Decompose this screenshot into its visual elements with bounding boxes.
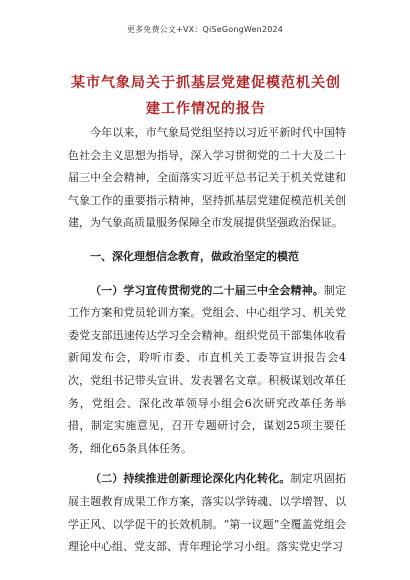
intro-paragraph: 今年以来，市气象局党组坚持以习近平新时代中国特色社会主义思想为指导，深入学习贯彻党的二十大及二十届三中全会精神，全面落实习近平总书记关于机关党建和气象工作的重要指示精神，坚持抓基层党建促模范机关创建，为气象高质量服务保障全市发展提供坚强政治保证。 [68, 126, 346, 230]
item-text-1: 制定工作方案和党员轮训方案。党组会、中心组学习、机关党委党支部迅速传达学习全会精神。组织党员干部集体收看新闻发布会，聆听市委、市直机关工委等宣讲报告会4次，党组书记带头宣讲、发表署名文章。积极谋划改革任务，党组会、深化改革领导小组会6次研究改革任务举措，制定实施意见，召开专题研讨会，谋划25项主要任务，细化65条具体任务。 [68, 283, 347, 455]
item-heading-1: （一）学习宣传贯彻党的二十届三中全会精神。 [90, 283, 324, 297]
document-title: 某市气象局关于抓基层党建促模范机关创建工作情况的报告 [71, 75, 341, 117]
item-paragraph-2 [68, 468, 346, 558]
item-text-2: 制定巩固拓展主题教育成果工作方案，落实以学铸魂、以学增智、以学正风、以学促干的长效机制。“第一议题”全覆盖党组会理论中心组、党支部、青年理论学习小组。落实党史学习 [68, 472, 346, 554]
section-heading-1: 一、深化理想信念教育，做政治坚定的模范 [90, 249, 299, 263]
document-body [68, 122, 346, 559]
header-note: 更多免费公文+VX：QiSeGongWen2024 [126, 25, 284, 34]
item-paragraph-1 [68, 280, 346, 461]
item-heading-2: （二）持续推进创新理论深化内化转化。 [90, 472, 291, 486]
